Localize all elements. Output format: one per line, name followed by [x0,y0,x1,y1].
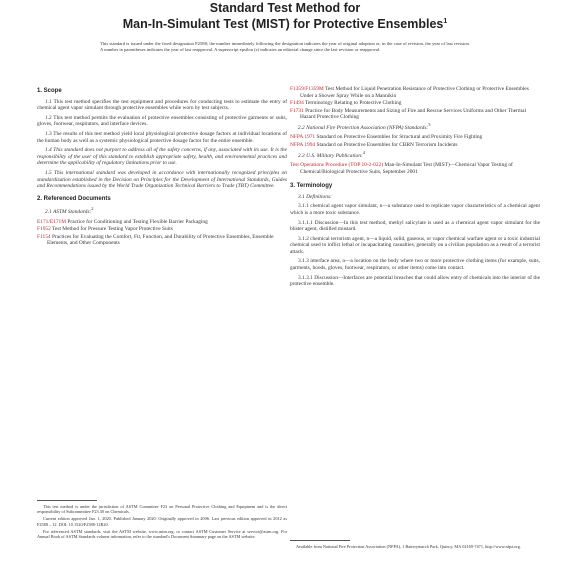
definitions-label: 3.1 Definitions: [298,193,332,200]
footnotes-left [37,504,287,541]
nfpa-standards-label: 2.2 National Fire Protection Association (NFPA) Standards:$^3$ [298,121,431,131]
reference-link[interactable]: NFPA 1971 [290,134,316,141]
reference-item: F1731 Practice for Body Measurements and Sizing of Fire and Rescue Services Uniforms and Other Thermal Hazard Protective Clothing [290,107,526,121]
reference-link[interactable]: F1154 [37,233,51,240]
title-text: Man-In-Simulant Test (MIST) for Protective Ensembles [122,17,444,32]
reference-link[interactable]: Test Operations Procedure (TOP 10-2-022) [290,161,384,168]
military-publication-label: 2.3 U.S. Military Publication:$^4$ [298,149,365,159]
section-terminology-heading: 3. Terminology [290,183,333,190]
definition-3-1-2: 3.1.2 chemical terrorism agent, n—a liquid, solid, gaseous, or vapor chemical warfare agent or a toxic industrial chemical used to inflict lethal or incapacitating casualties, generally on a civilian population as a result of a terrorist attack. [290,235,540,255]
paragraph-1-5: 1.5 This international standard was developed in accordance with internationally recognized principles on standardization established in the Decision on Principles for the Development of International Standards, Guides and Recommendations issued by the World Trade Organization Technical Barriers to Trade (TBT) Committee. [37,169,287,190]
designation-notice: This standard is issued under the fixed designation F2588; the number immediately following the designation indicates the year of original adoption or, in the case of revision, the year of last revision. A number in parentheses indicates the year of last reapproval. A superscript epsilon (ε) indicates an editorial change since the last revision or reapproval. [100,41,470,52]
footnote-2: For referenced ASTM standards, visit the ASTM website, www.astm.org, or contact ASTM Customer Service at service@astm.org. For Annual Book of ASTM Standards volume information, refer to the standard's Document Summary page on the ASTM website. [37,528,287,540]
reference-item: F1154 Practices for Evaluating the Comfort, Fit, Function, and Durability of Protective Ensembles, Ensemble Elements, and Other Components [37,233,274,247]
reference-item: E171/E171M Practice for Conditioning and Testing Flexible Barrier Packaging [37,218,208,225]
definition-3-1-3: 3.1.3 interface area, n—a location on the body where two or more protective clothing items (for example, suits, garments, hoods, gloves, footwear, respirators, or other items) come into contact. [290,258,540,272]
footnote-1: This test method is under the jurisdiction of ASTM Committee F23 on Personal Protective Clothing and Equipment and is the direct responsibility of Subcommittee F23.30 on Chemicals. [37,504,287,515]
reference-link[interactable]: F1731 [290,107,304,114]
reference-item: NFPA 1994 Standard on Protective Ensembles for CBRN Terrorism Incidents [290,141,458,148]
title-line-1: Standard Test Method for [209,1,361,15]
reference-item: F1494 Terminology Relating to Protective Clothing [290,100,402,107]
paragraph-1-1: 1.1 This test method specifies the test equipment and procedures for conducting tests to estimate the entry of chemical agent vapor simulant through protective ensembles while worn by test subjects. [37,98,287,112]
astm-standards-label: 2.1 ASTM Standards:$^2$ [45,206,94,216]
section-scope-heading: 1. Scope [37,88,62,94]
paragraph-1-4: 1.4 This standard does not purport to address all of the safety concerns, if any, associated with its use. It is the responsibility of the user of this standard to establish appropriate safety, health, and environmental practices and determine the applicability of regulatory limitations prior to use. [37,147,287,167]
footnote-1b: Current edition approved Jan. 1, 2020. Published January 2020. Originally approved in 2006. Last previous edition approved in 2012 as F2588 – 12. DOI: 10.1520/F2588-12R20. [37,516,287,527]
definition-3-1-1: 3.1.1 chemical agent vapor simulant, n—a substance used to replicate vapor characteristics of a chemical agent which is a more toxic substance. [290,203,540,216]
reference-link[interactable]: NFPA 1994 [290,141,316,148]
title-footnote-mark: 1 [443,18,448,25]
reference-item: Test Operations Procedure (TOP 10-2-022) Man-In-Simulant Test (MIST)—Chemical Vapor Testing of Chemical/Biological Protective Suits, September 2001 [290,161,513,175]
reference-item: NFPA 1971 Standard on Protective Ensembles for Structural and Proximity Fire Fighting [290,134,483,141]
definition-3-1-1-1: 3.1.1.1 Discussion—In this test method, methyl salicylate is used as a chemical agent vapor simulant for the blister agent, distilled mustard. [290,219,540,233]
paragraph-1-3: 1.3 The results of this test method yield local physiological protective dosage factors at individual locations of the human body as well as a systemic physiological protective dosage factor for the entire ensemble. [37,130,287,144]
left-column [37,86,287,248]
reference-item: F1359/F1359M Test Method for Liquid Penetration Resistance of Protective Clothing or Protective Ensembles Under a Shower Spray While on a Mannikin [290,86,529,99]
section-references-heading: 2. Referenced Documents [37,195,111,202]
footnotes-right [290,544,540,551]
right-column [290,86,540,291]
reference-link[interactable]: F1052 [37,226,51,233]
document-header [60,0,510,31]
reference-item: F1052 Test Method for Pressure Testing Vapor Protective Suits [37,226,173,233]
footnote-rule-left [37,500,97,501]
footnote-rule-right [290,540,350,541]
reference-link[interactable]: F1359/F1359M [290,86,324,92]
reference-link[interactable]: E171/E171M [37,218,67,225]
paragraph-1-2: 1.2 This test method permits the evaluation of protective ensembles consisting of protective garments or suits, gloves, footwear, respirators, and interface devices. [37,114,287,128]
reference-link[interactable]: F1494 [290,100,304,107]
title-line-2 [60,15,510,31]
footnote-3: Available from National Fire Protection Association (NFPA), 1 Batterymarch Park, Quincy, MA 02169-7471, http://www.nfpa.org. [296,544,521,549]
definition-3-1-3-1: 3.1.3.1 Discussion—Interfaces are potential breaches that could allow entry of chemicals into the interior of the protective ensemble. [290,274,540,288]
